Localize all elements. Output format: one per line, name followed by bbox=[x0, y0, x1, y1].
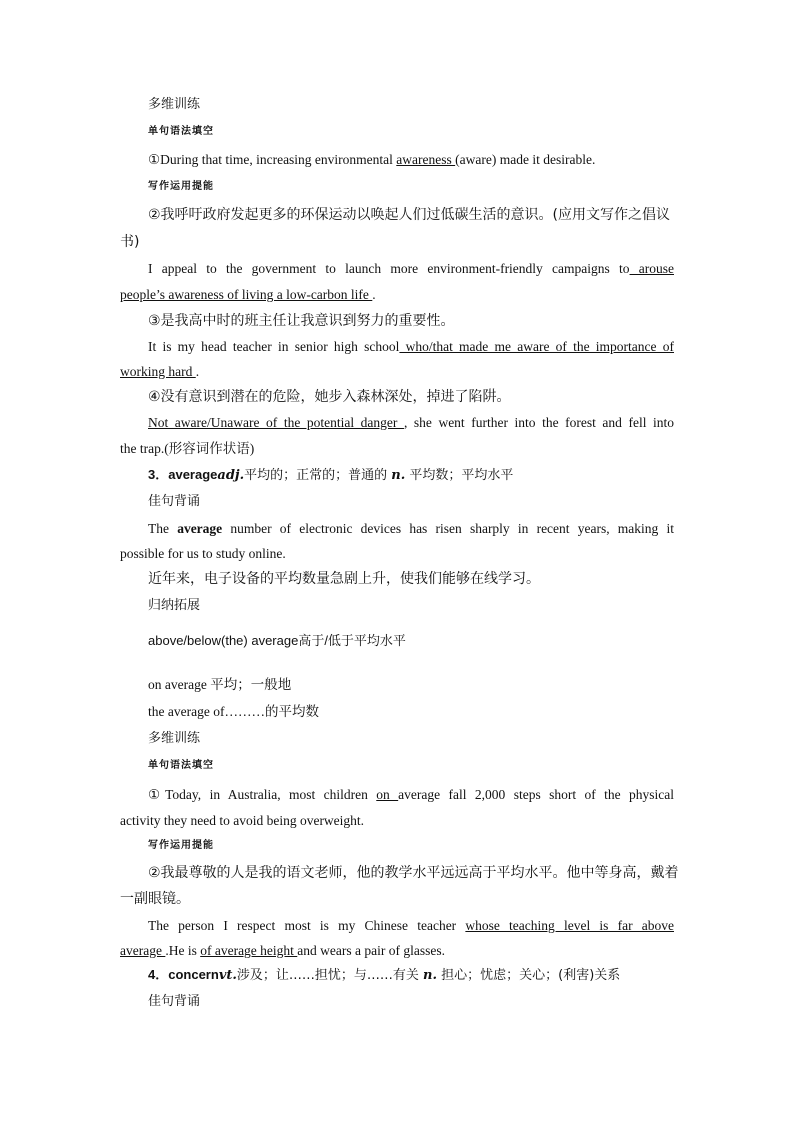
text: average fall 2,000 steps short of the physical bbox=[398, 787, 675, 802]
subsection-label: 写作运用提能 bbox=[148, 181, 214, 192]
entry-number: 4． bbox=[148, 967, 169, 982]
text: and wears a pair of glasses. bbox=[297, 943, 445, 958]
phrase: on average 平均；一般地 bbox=[148, 677, 292, 692]
subsection-label: 单句语法填空 bbox=[148, 126, 214, 137]
example-sentence: possible for us to study online. bbox=[120, 546, 286, 561]
exercise-line bbox=[148, 414, 674, 432]
answer: Not aware/Unaware of the potential danger bbox=[148, 415, 404, 430]
exercise-line bbox=[148, 338, 674, 356]
text: . bbox=[372, 287, 376, 302]
answer: working hard bbox=[120, 364, 196, 379]
text: It is my head teacher in senior high school bbox=[148, 339, 400, 354]
exercise-line: the trap.(形容词作状语) bbox=[120, 441, 255, 456]
section-heading: 归纳拓展 bbox=[148, 598, 201, 613]
answer: average bbox=[120, 943, 166, 958]
exercise-line bbox=[120, 286, 376, 304]
exercise-line: activity they need to avoid being overweight. bbox=[120, 813, 365, 828]
exercise-line bbox=[148, 260, 674, 278]
exercise-cn: ④没有意识到潜在的危险，她步入森林深处，掉进了陷阱。 bbox=[148, 389, 511, 405]
word-entry bbox=[148, 966, 620, 985]
exercise-cn: ②我呼吁政府发起更多的环保运动以唤起人们过低碳生活的意识。(应用文写作之倡议 bbox=[148, 207, 671, 223]
word-entry bbox=[148, 466, 513, 485]
answer: of average height bbox=[200, 943, 298, 958]
entry-word: concern bbox=[168, 967, 219, 982]
exercise-line bbox=[148, 786, 674, 804]
text: I appeal to the government to launch more environment-friendly campaigns to bbox=[148, 261, 630, 276]
section-heading: 佳句背诵 bbox=[148, 494, 201, 509]
answer: awareness bbox=[396, 152, 456, 167]
exercise-cn: 一副眼镜。 bbox=[120, 891, 190, 907]
pos: vt. bbox=[218, 968, 237, 983]
example-translation: 近年来，电子设备的平均数量急剧上升，使我们能够在线学习。 bbox=[148, 571, 540, 587]
example-sentence bbox=[148, 520, 674, 538]
answer: arouse bbox=[629, 261, 674, 276]
subsection-label: 写作运用提能 bbox=[148, 840, 214, 851]
answer: whose teaching level is far above bbox=[465, 918, 674, 933]
text: .He is bbox=[165, 943, 201, 958]
exercise-line bbox=[120, 942, 445, 960]
meaning: 平均数；平均水平 bbox=[405, 468, 514, 483]
answer: people’s awareness of living a low-carbon life bbox=[120, 287, 373, 302]
phrase: above/below(the) average高于/低于平均水平 bbox=[148, 633, 406, 648]
pos: adj. bbox=[217, 468, 245, 483]
text: ①During that time, increasing environmental bbox=[148, 152, 397, 167]
entry-word: average bbox=[168, 467, 218, 482]
meaning: 担心；忧虑；关心；(利害)关系 bbox=[437, 968, 621, 983]
text: (aware) made it desirable. bbox=[455, 152, 596, 167]
answer: who/that made me aware of the importance of bbox=[399, 339, 674, 354]
meaning: 平均的；正常的；普通的 bbox=[244, 468, 392, 483]
exercise-cn: ②我最尊敬的人是我的语文老师，他的教学水平远远高于平均水平。他中等身高，戴着 bbox=[148, 865, 679, 881]
meaning: 涉及；让……担忧；与……有关 bbox=[236, 968, 424, 983]
section-heading: 多维训练 bbox=[148, 97, 201, 112]
exercise-line bbox=[148, 917, 674, 935]
exercise-cn: 书) bbox=[120, 234, 140, 250]
pos: n. bbox=[423, 968, 438, 983]
subsection-label: 单句语法填空 bbox=[148, 760, 214, 771]
keyword: average bbox=[169, 521, 223, 536]
exercise-line bbox=[120, 363, 199, 381]
text: number of electronic devices has risen sharply in recent years, making it bbox=[222, 521, 674, 536]
text: The bbox=[148, 521, 169, 536]
section-heading: 多维训练 bbox=[148, 731, 201, 746]
text: The person I respect most is my Chinese teacher bbox=[148, 918, 466, 933]
pos: n. bbox=[391, 468, 406, 483]
exercise-cn: ③是我高中时的班主任让我意识到努力的重要性。 bbox=[148, 313, 455, 329]
text: , she went further into the forest and fell into bbox=[403, 415, 674, 430]
exercise-line bbox=[148, 151, 595, 169]
text: ①Today, in Australia, most children bbox=[148, 787, 377, 802]
text: . bbox=[195, 364, 200, 379]
phrase: the average of………的平均数 bbox=[148, 704, 319, 719]
entry-number: 3． bbox=[148, 467, 169, 482]
section-heading: 佳句背诵 bbox=[148, 994, 201, 1009]
answer: on bbox=[376, 787, 399, 802]
